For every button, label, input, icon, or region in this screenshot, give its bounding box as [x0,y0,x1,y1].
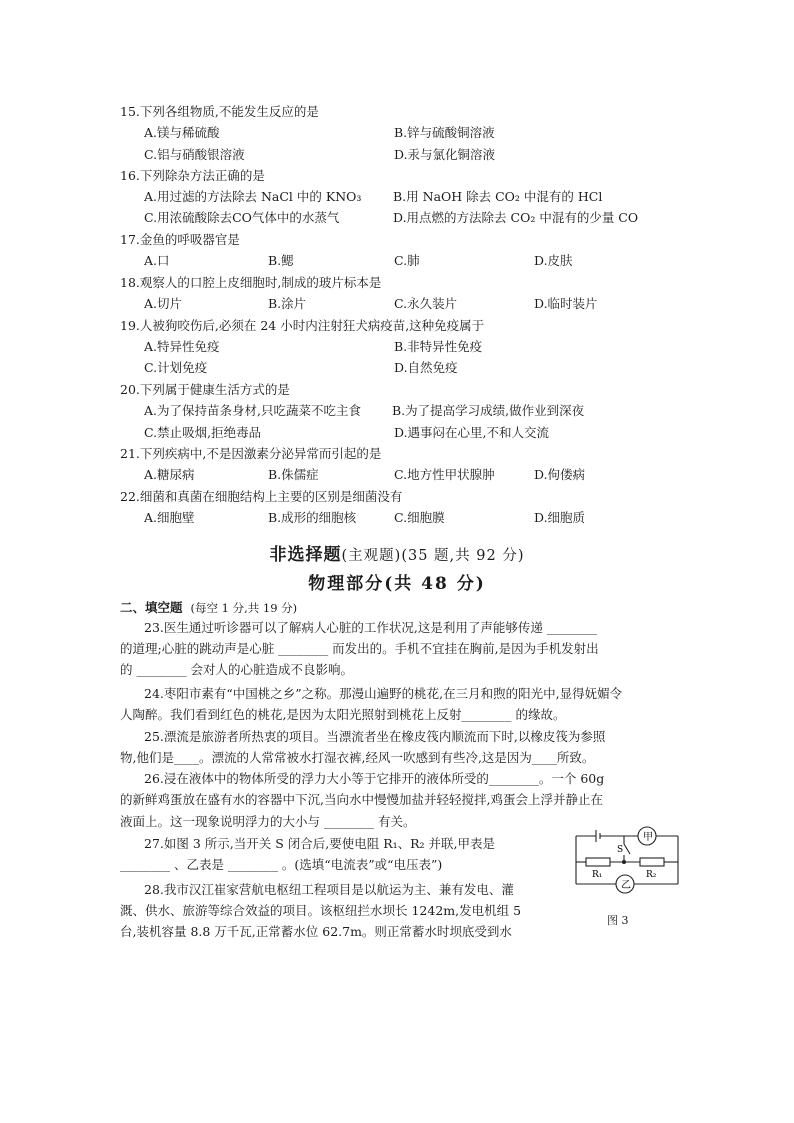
r1-label: R₁ [592,870,603,880]
q15-stem: 15.下列各组物质,不能发生反应的是 [120,104,319,119]
q21-option-c: C.地方性甲状腺肿 [394,467,495,482]
q26-line-2: 的新鲜鸡蛋放在盛有水的容器中下沉,当向水中慢慢加盐并轻轻搅拌,鸡蛋会上浮并静止在 [120,792,603,807]
q15-option-b: B.锌与硫酸铜溶液 [394,125,495,140]
resistor-r2 [640,858,664,866]
q21-option-b: B.侏儒症 [268,467,319,482]
q27-line-1: 27.如图 3 所示,当开关 S 闭合后,要使电阻 R₁、R₂ 并联,甲表是 [144,836,496,851]
meter-jia-label: 甲 [643,832,653,843]
q22-stem: 22.细菌和真菌在细胞结构上主要的区别是细菌没有 [120,489,403,504]
q18-option-c: C.永久装片 [394,296,458,311]
non-choice-heading [0,540,794,565]
q15-option-c: C.铝与硝酸银溶液 [144,147,245,162]
section-fill-blank [120,598,297,616]
resistor-r1 [586,858,610,866]
q20-stem: 20.下列属于健康生活方式的是 [120,382,290,397]
q19-option-c: C.计划免疫 [144,360,208,375]
q23-line-1: 23.医生通过听诊器可以了解病人心脏的工作状况,这是利用了声能够传递 ________ [144,620,597,635]
meter-yi-label: 乙 [621,880,631,891]
q20-option-b: B.为了提高学习成绩,做作业到深夜 [392,403,585,418]
q17-option-d: D.皮肤 [534,253,573,268]
q25-line-1: 25.漂流是旅游者所热衷的项目。当漂流者坐在橡皮筏内顺流而下时,以橡皮筏为参照 [144,729,606,744]
q16-stem: 16.下列除杂方法正确的是 [120,168,265,183]
q17-option-b: B.鳃 [268,253,294,268]
q18-option-d: D.临时装片 [534,296,598,311]
q22-option-a: A.细胞壁 [144,510,195,525]
q16-option-a: A.用过滤的方法除去 NaCl 中的 KNO₃ [144,189,362,204]
q19-option-b: B.非特异性免疫 [394,339,483,354]
q23-line-3: 的 ________ 会对人的心脏造成不良影响。 [120,662,353,677]
q21-stem: 21.下列疾病中,不是因激素分泌异常而引起的是 [120,446,382,461]
circuit-diagram [572,822,682,894]
q25-line-2: 物,他们是____。漂流的人常常被水打湿衣裤,经风一吹感到有些冷,这是因为____所致。 [120,750,595,765]
q19-option-a: A.特异性免疫 [144,339,220,354]
q28-line-1: 28.我市汉江崔家营航电枢纽工程项目是以航运为主、兼有发电、灌 [144,882,514,897]
q24-line-1: 24.枣阳市素有“中国桃之乡”之称。那漫山遍野的桃花,在三月和煦的阳光中,显得妩媚令 [144,686,623,701]
q21-option-a: A.糖尿病 [144,467,195,482]
q15-option-a: A.镁与稀硫酸 [144,125,220,140]
q28-line-3: 台,装机容量 8.8 万千瓦,正常蓄水位 62.7m。则正常蓄水时坝底受到水 [120,924,512,939]
q17-option-c: C.肺 [394,253,420,268]
q17-option-a: A.口 [144,253,170,268]
physics-heading: 物理部分(共 48 分) [308,574,486,594]
q26-line-1: 26.浸在液体中的物体所受的浮力大小等于它排开的液体所受的________。一个 60g [144,771,605,786]
section-title: 二、填空题 [120,600,183,615]
q16-option-b: B.用 NaOH 除去 CO₂ 中混有的 HCl [393,189,603,204]
q15-option-d: D.汞与氯化铜溶液 [394,147,496,162]
q19-stem: 19.人被狗咬伤后,必须在 24 小时内注射狂犬病疫苗,这种免疫属于 [120,318,485,333]
q16-option-d: D.用点燃的方法除去 CO₂ 中混有的少量 CO [393,210,639,225]
q18-stem: 18.观察人的口腔上皮细胞时,制成的玻片标本是 [120,275,382,290]
switch-blade [624,844,630,854]
section-note: (每空 1 分,共 19 分) [190,601,298,615]
q27-line-2: ________ 、乙表是 ________ 。(选填“电流表”或“电压表”) [120,857,443,872]
q16-option-c: C.用浓硫酸除去CO气体中的水蒸气 [144,210,340,225]
q28-line-2: 溉、供水、旅游等综合效益的项目。该枢纽拦水坝长 1242m,发电机组 5 [120,903,522,918]
figure-caption: 图 3 [607,914,629,927]
q23-line-2: 的道理;心脏的跳动声是心脏 ________ 而发出的。手机不宜挂在胸前,是因为手机发射出 [120,641,599,656]
q17-stem: 17.金鱼的呼吸器官是 [120,232,240,247]
q19-option-d: D.自然免疫 [394,360,458,375]
r2-label: R₂ [646,870,657,880]
q18-option-b: B.涂片 [268,296,307,311]
q24-line-2: 人陶醉。我们看到红色的桃花,是因为太阳光照射到桃花上反射________ 的缘故。 [120,707,566,722]
q22-option-d: D.细胞质 [534,510,586,525]
q20-option-d: D.遇事闷在心里,不和人交流 [394,425,550,440]
switch-label: S [617,845,624,855]
q20-option-a: A.为了保持苗条身材,只吃蔬菜不吃主食 [144,403,361,418]
q20-option-c: C.禁止吸烟,拒绝毒品 [144,425,262,440]
q26-line-3: 液面上。这一现象说明浮力的大小与 ________ 有关。 [120,814,416,829]
q22-option-c: C.细胞膜 [394,510,445,525]
heading-sub: (主观题)(35 题,共 92 分) [341,548,525,564]
heading-main: 非选择题 [269,545,342,565]
q21-option-d: D.佝偻病 [534,467,586,482]
q22-option-b: B.成形的细胞核 [268,510,357,525]
q18-option-a: A.切片 [144,296,183,311]
